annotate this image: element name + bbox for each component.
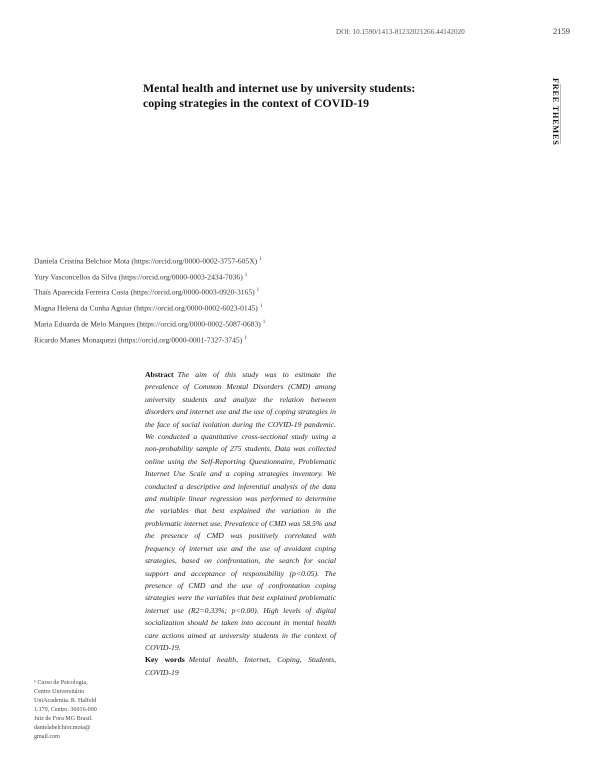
- author-name: Thaís Aparecida Ferreira Costa (https://orcid.org/0000-0003-0920-3165): [34, 288, 255, 297]
- affiliation-marker: 1: [262, 319, 266, 325]
- affiliation-email[interactable]: danielabelchior.mota@: [34, 725, 91, 731]
- abstract-block: [145, 369, 336, 679]
- author-entry: [34, 316, 414, 332]
- article-title: [143, 81, 523, 111]
- title-line: Mental health and internet use by university students:: [143, 81, 416, 95]
- author-entry: [34, 253, 414, 269]
- affiliation-note: [34, 679, 130, 742]
- section-label: FREE THEMES: [551, 78, 560, 146]
- author-entry: [34, 332, 414, 348]
- affiliation-line: UniAcademia. R. Halfeld: [34, 698, 97, 704]
- abstract-paragraph: [145, 369, 336, 654]
- keywords-text: Mental health, Internet, Coping, Students, COVID-19: [145, 655, 337, 677]
- author-entry: [34, 284, 414, 300]
- author-entry: [34, 300, 414, 316]
- keywords-paragraph: [145, 654, 336, 679]
- author-list: [34, 253, 414, 347]
- page-number: 2159: [553, 26, 570, 36]
- affiliation-marker: 1: [256, 288, 260, 294]
- author-entry: [34, 269, 414, 285]
- affiliation-marker: 1: [259, 257, 262, 262]
- affiliation-line: Juiz de Fora MG Brasil.: [34, 716, 93, 722]
- affiliation-marker: 1: [259, 304, 263, 310]
- author-name: Magna Helena da Cunha Aguiar (https://orcid.org/0000-0002-6023-0145): [34, 303, 258, 313]
- affiliation-line: Centro Universitário: [34, 689, 85, 695]
- doi-line: DOI: 10.1590/1413-81232021266.44142020: [336, 28, 465, 36]
- affiliation-email[interactable]: gmail.com: [34, 734, 60, 740]
- affiliation-line: 1.179, Centro. 36016-000: [34, 707, 97, 713]
- author-name: Yury Vasconcellos da Silva (https://orcid.org/0000-0003-2434-7036): [34, 272, 243, 282]
- author-name: Maria Eduarda de Melo Marques (https://orcid.org/0000-0002-5087-0683): [34, 319, 261, 329]
- abstract-text: The aim of this study was to estimate the prevalence of Common Mental Disorders (CMD) among university students and analyze the relation between disorders and internet use and the use of coping strategies in the face of social isolation during the COVID-19 pandemic. We conducted a quantitative cross-sectional study using a non-probability sample of 275 students. Data was collected online using the Self-Reporting Questionnaire, Problematic Internet Use Scale and a coping strategies inventory. We conducted a descriptive and inferential analysis of the data and multiple linear regression was performed to determine the variables that best explained the variation in the problematic internet use. Prevalence of CMD was 58.5% and the presence of CMD was positively correlated with frequency of internet use and the use of avoidant coping strategies, based on confrontation, the search for social support and acceptance of responsibility (p<0.05). The presence of CMD and the use of confrontation coping strategies were the variables that best explained problematic internet use (R2=0.33%; p<0.00). High levels of digital socialization should be taken into account in mental health care actions aimed at university students in the context of COVID-19.: [145, 370, 336, 652]
- section-divider: [560, 84, 561, 144]
- author-name: Ricardo Manes Monaquezi (https://orcid.org/0000-0001-7327-3745): [34, 335, 243, 345]
- affiliation-marker: 1: [244, 272, 248, 278]
- affiliation-line: ¹ Curso de Psicologia,: [34, 680, 88, 686]
- author-name: Daniela Cristina Belchior Mota (https://orcid.org/0000-0002-3757-605X): [34, 256, 258, 266]
- title-line: coping strategies in the context of COVID-19: [143, 96, 370, 110]
- affiliation-marker: 1: [244, 335, 247, 341]
- keywords-label: Key words: [145, 655, 185, 665]
- abstract-label: Abstract: [145, 370, 174, 379]
